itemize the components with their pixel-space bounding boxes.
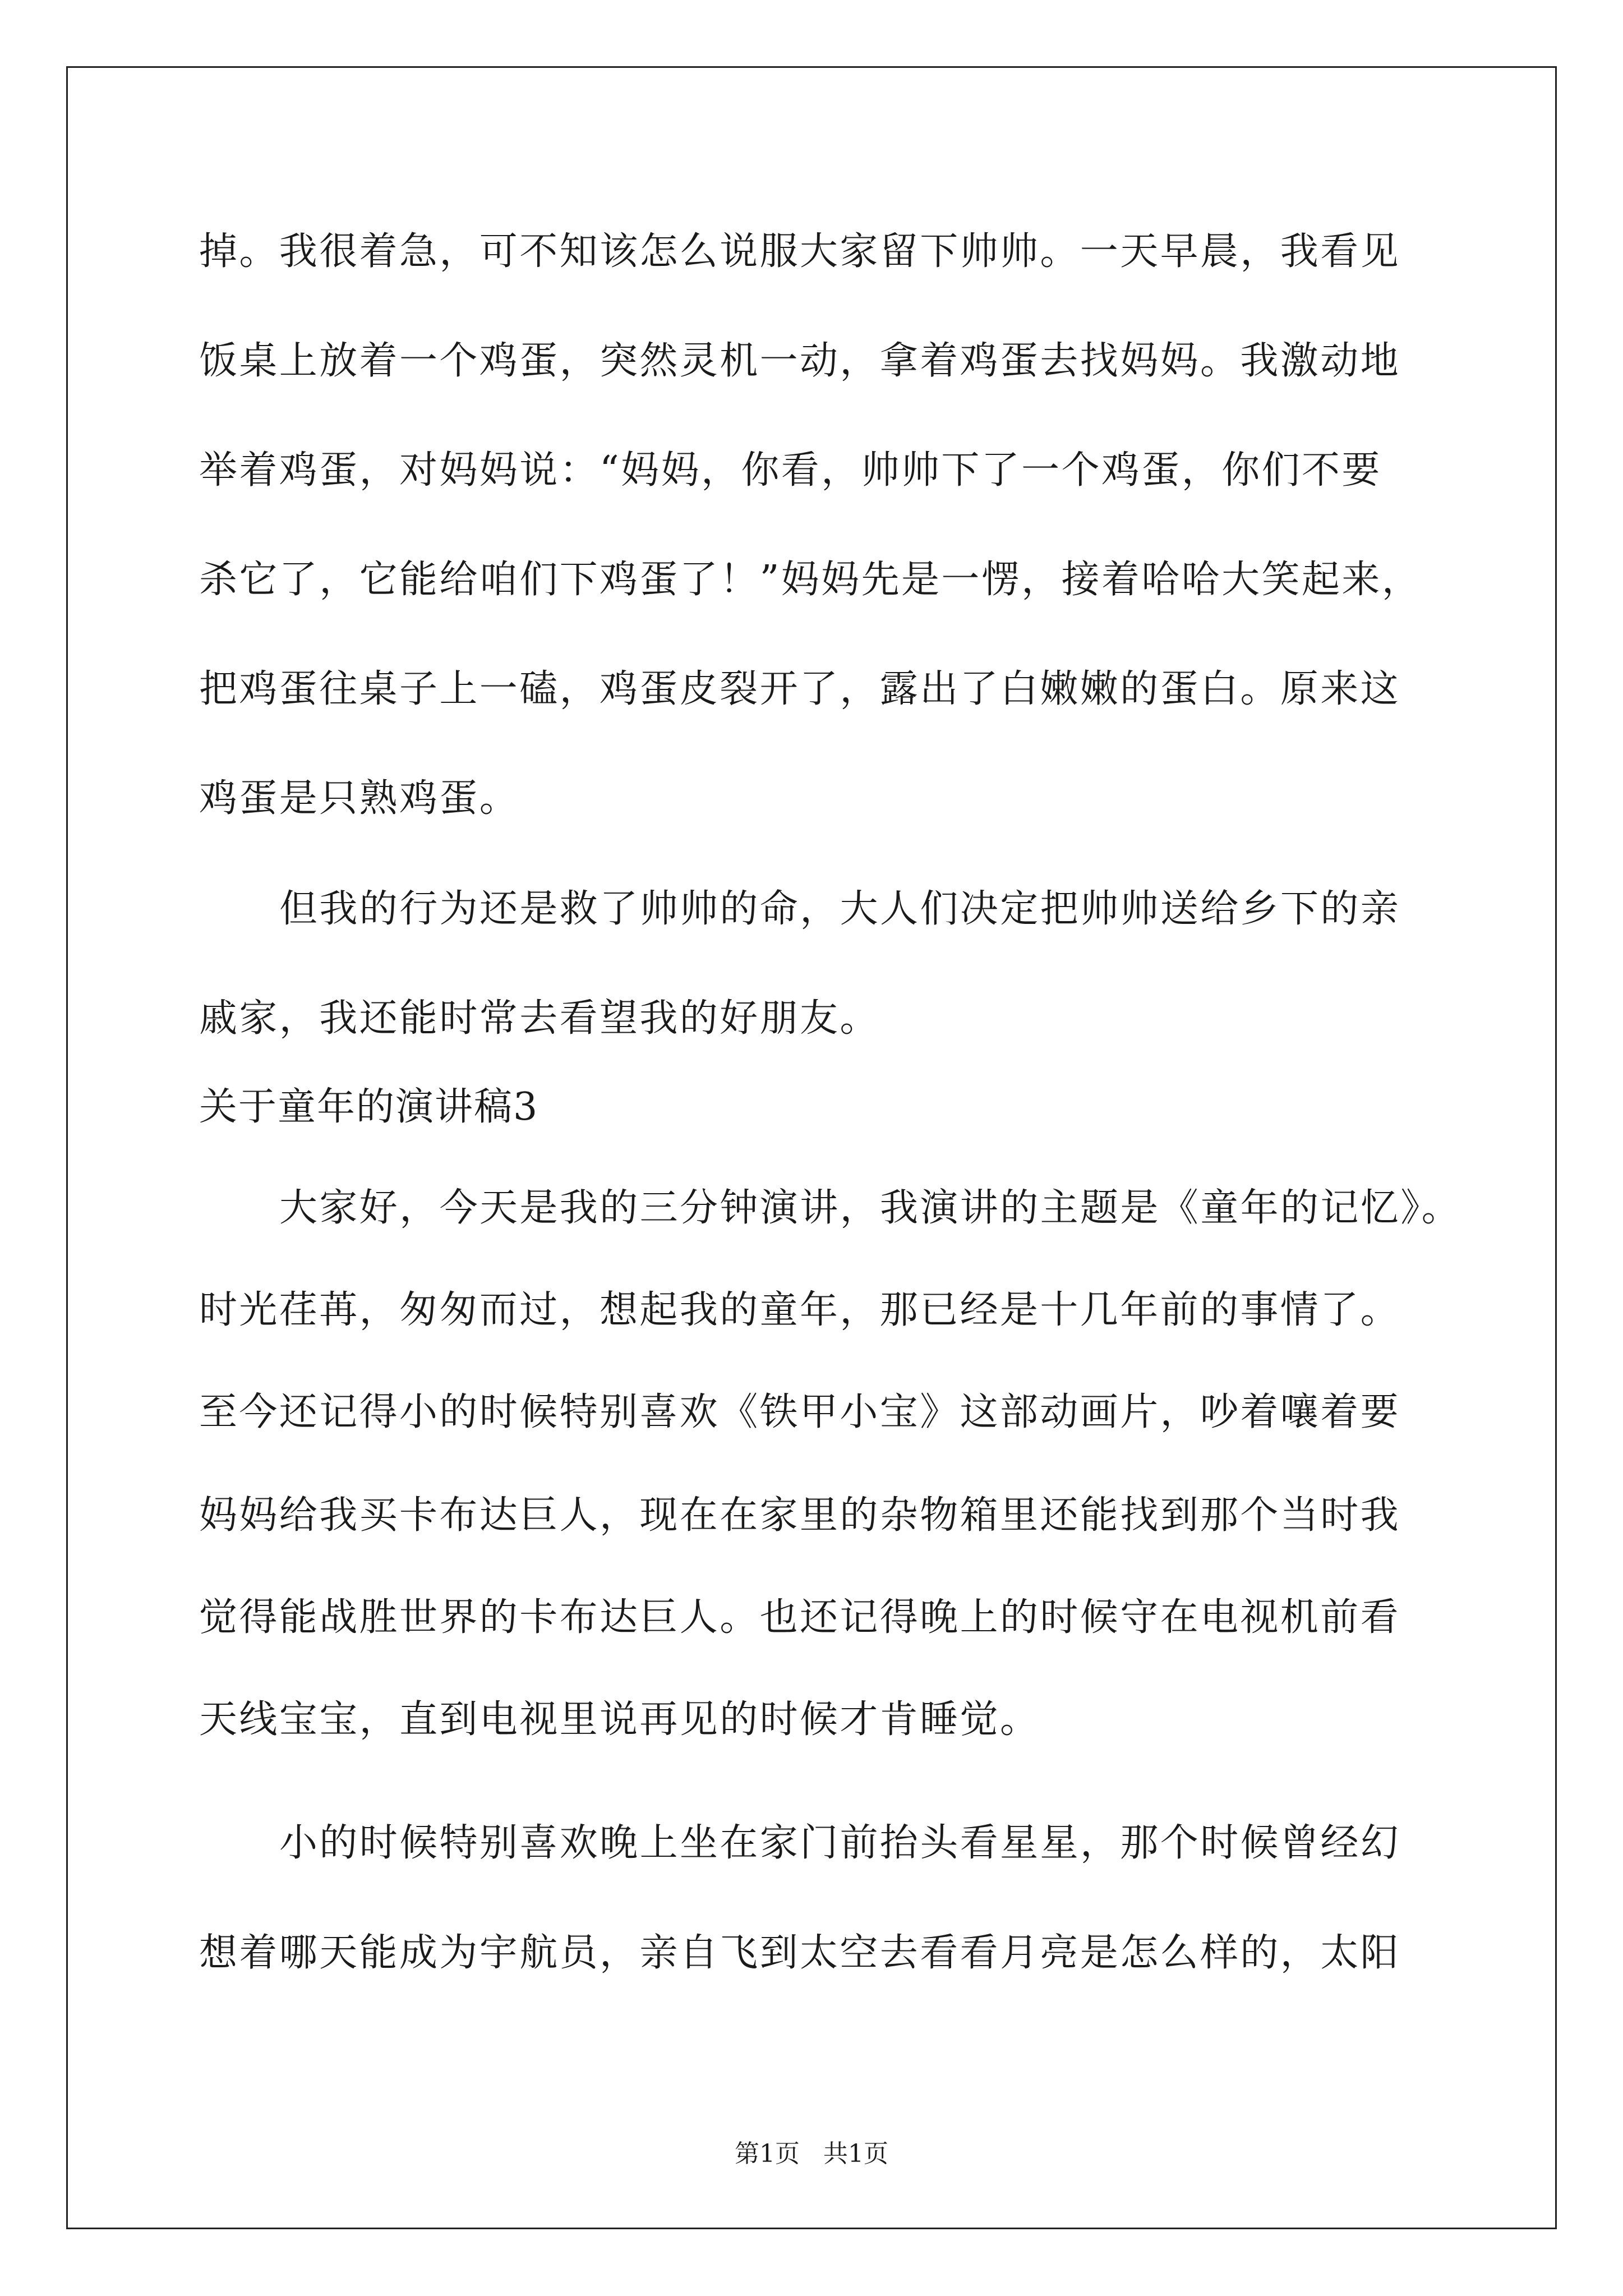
- text-line: 但我的行为还是救了帅帅的命，大人们决定把帅帅送给乡下的亲: [279, 887, 1401, 931]
- text-line: 小的时候特别喜欢晚上坐在家门前抬头看星星，那个时候曾经幻: [279, 1821, 1401, 1865]
- text-line: 鸡蛋是只熟鸡蛋。: [199, 776, 520, 821]
- text-line: 时光荏苒，匆匆而过，想起我的童年，那已经是十几年前的事情了。: [199, 1288, 1401, 1332]
- text-line: 想着哪天能成为宇航员，亲自飞到太空去看看月亮是怎么样的，太阳: [199, 1931, 1401, 1975]
- text-line: 至今还记得小的时候特别喜欢《铁甲小宝》这部动画片，吵着嚷着要: [199, 1390, 1401, 1434]
- text-line: 觉得能战胜世界的卡布达巨人。也还记得晚上的时候守在电视机前看: [199, 1595, 1401, 1640]
- section-heading: 关于童年的演讲稿3: [199, 1085, 539, 1129]
- text-line: 大家好，今天是我的三分钟演讲，我演讲的主题是《童年的记忆》。: [279, 1186, 1462, 1230]
- text-line: 饭桌上放着一个鸡蛋，突然灵机一动，拿着鸡蛋去找妈妈。我激动地: [199, 339, 1401, 383]
- text-line: 举着鸡蛋，对妈妈说：“妈妈，你看，帅帅下了一个鸡蛋，你们不要: [199, 448, 1382, 493]
- text-line: 妈妈给我买卡布达巨人，现在在家里的杂物箱里还能找到那个当时我: [199, 1493, 1401, 1538]
- text-line: 杀它了，它能给咱们下鸡蛋了！”妈妈先是一愣，接着哈哈大笑起来，: [199, 558, 1422, 602]
- text-line: 掉。我很着急，可不知该怎么说服大家留下帅帅。一天早晨，我看见: [199, 229, 1401, 274]
- text-line: 把鸡蛋往桌子上一磕，鸡蛋皮裂开了，露出了白嫩嫩的蛋白。原来这: [199, 667, 1401, 711]
- page-number-footer: 第1页 共1页: [735, 2139, 888, 2168]
- text-line: 天线宝宝，直到电视里说再见的时候才肯睡觉。: [199, 1697, 1040, 1742]
- text-line: 戚家，我还能时常去看望我的好朋友。: [199, 996, 880, 1041]
- page-border: [66, 66, 1557, 2229]
